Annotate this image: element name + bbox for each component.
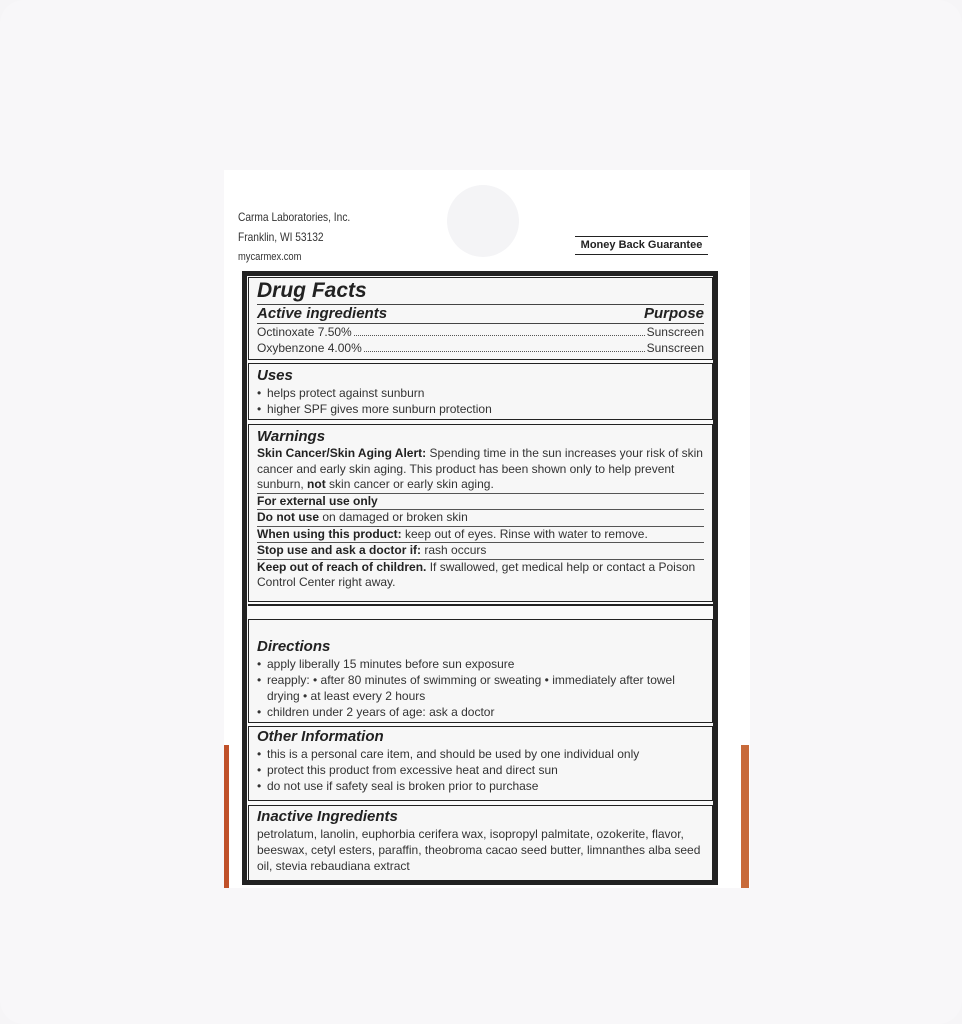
directions-section bbox=[248, 619, 713, 723]
active-ingredient: Octinoxate 7.50% bbox=[257, 325, 352, 339]
active-row bbox=[257, 340, 704, 356]
active-ingredient: Oxybenzone 4.00% bbox=[257, 341, 362, 355]
manufacturer-info bbox=[238, 207, 370, 267]
list-item: • this is a personal care item, and should be used by one individual only bbox=[257, 746, 704, 762]
when-using-text: keep out of eyes. Rinse with water to remove. bbox=[401, 526, 648, 541]
manufacturer-city: Franklin, WI 53132 bbox=[238, 230, 324, 244]
alert-heading: Skin Cancer/Skin Aging Alert: bbox=[257, 446, 427, 460]
do-not-use-warning bbox=[257, 509, 704, 526]
when-using-label: When using this product: bbox=[257, 526, 402, 541]
uses-list bbox=[257, 385, 704, 417]
money-back-guarantee: Money Back Guarantee bbox=[575, 236, 708, 255]
active-row bbox=[257, 323, 704, 340]
skin-cancer-alert bbox=[257, 446, 704, 493]
leader-dots bbox=[354, 335, 645, 336]
list-item: • do not use if safety seal is broken prior to purchase bbox=[257, 778, 704, 794]
uses-title: Uses bbox=[257, 367, 293, 384]
manufacturer-website: mycarmex.com bbox=[238, 251, 302, 263]
hang-hole bbox=[447, 185, 519, 257]
list-item: • children under 2 years of age: ask a doctor bbox=[257, 704, 704, 720]
alert-not: not bbox=[307, 477, 326, 491]
active-header-row bbox=[257, 304, 704, 323]
inactive-ingredients-section bbox=[248, 805, 713, 881]
warnings-title: Warnings bbox=[257, 428, 326, 445]
list-item: • protect this product from excessive heat and direct sun bbox=[257, 762, 704, 778]
do-not-use-text: on damaged or broken skin bbox=[319, 510, 468, 524]
other-information-section bbox=[248, 726, 713, 801]
keep-out-text: If swallowed, get medical help or contact a Poison Control Center right away. bbox=[257, 559, 696, 589]
purpose-heading: Purpose bbox=[643, 305, 704, 322]
do-not-use-label: Do not use bbox=[257, 510, 319, 524]
directions-list bbox=[257, 656, 704, 720]
inactive-ingredients-text: petrolatum, lanolin, euphorbia cerifera wax, isopropyl palmitate, ozokerite, flavor, beeswax, cetyl esters, paraffin, theobroma cacao seed butter, limnanthes alba seed oil, stevia rebaudiana extract bbox=[257, 827, 701, 873]
stop-use-text: rash occurs bbox=[421, 543, 487, 557]
directions-title: Directions bbox=[257, 638, 331, 655]
active-ingredients-section bbox=[248, 277, 713, 360]
active-purpose: Sunscreen bbox=[646, 325, 704, 339]
list-item: • apply liberally 15 minutes before sun exposure bbox=[257, 656, 704, 672]
alert-text: Spending time in the sun increases your risk of skin cancer and early skin aging. This product has been shown only to help prevent sunburn, bbox=[257, 446, 703, 491]
uses-section bbox=[248, 363, 713, 420]
list-item: • higher SPF gives more sunburn protection bbox=[257, 401, 704, 417]
stop-use-warning bbox=[257, 542, 704, 559]
other-information-title: Other Information bbox=[257, 728, 384, 745]
package-edge-right bbox=[741, 745, 749, 888]
external-use-label: For external use only bbox=[257, 493, 378, 508]
drug-facts-title: Drug Facts bbox=[257, 279, 367, 302]
list-item: • reapply: • after 80 minutes of swimming or sweating • immediately after towel drying • at least every 2 hours bbox=[257, 672, 704, 704]
keep-out-of-reach-warning bbox=[257, 559, 704, 591]
active-purpose: Sunscreen bbox=[646, 341, 704, 355]
section-divider bbox=[248, 604, 713, 616]
package-edge-left bbox=[224, 745, 229, 888]
when-using-warning bbox=[257, 526, 704, 543]
active-ingredients-heading: Active ingredients bbox=[257, 305, 388, 322]
stop-use-label: Stop use and ask a doctor if: bbox=[257, 543, 422, 557]
other-information-list bbox=[257, 746, 704, 794]
leader-dots bbox=[364, 351, 645, 352]
keep-out-label: Keep out of reach of children. bbox=[257, 559, 427, 574]
warnings-section bbox=[248, 424, 713, 602]
inactive-ingredients-title: Inactive Ingredients bbox=[257, 808, 398, 825]
list-item: • helps protect against sunburn bbox=[257, 385, 704, 401]
external-use-warning bbox=[257, 493, 704, 510]
manufacturer-name: Carma Laboratories, Inc. bbox=[238, 210, 351, 224]
alert-text-end: skin cancer or early skin aging. bbox=[325, 477, 494, 491]
